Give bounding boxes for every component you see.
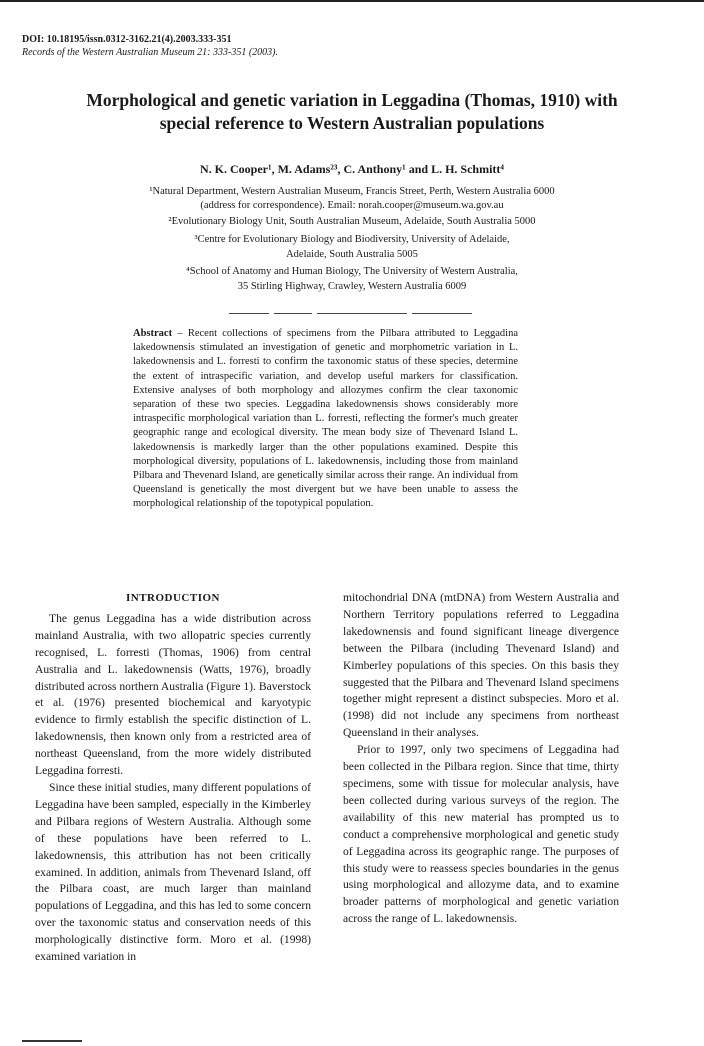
affiliation-2: ²Evolutionary Biology Unit, South Australian Museum, Adelaide, South Australia 5000	[168, 216, 536, 227]
doi-line: DOI: 10.18195/issn.0312-3162.21(4).2003.333-351	[22, 34, 232, 45]
top-rule	[0, 0, 704, 2]
article-title	[30, 89, 674, 135]
right-column	[343, 590, 619, 928]
separator-rule	[317, 313, 407, 314]
affiliation-4b: 35 Stirling Highway, Crawley, Western Australia 6009	[237, 281, 467, 292]
intro-paragraph-3: mitochondrial DNA (mtDNA) from Western Australia and Northern Territory populations referred to Leggadina lakedownensis and found significant lineage divergence between the Pilbara (including Thevenard Island) and Kimberley populations of this species. On this basis they suggested that the Pilbara and Thevenard Island specimens together might represent a distinct subspecies. Moro et al. (1998) did not include any specimens from northeast Queensland in their analyses.	[343, 591, 619, 740]
affiliation-1a: ¹Natural Department, Western Australian Museum, Francis Street, Perth, Western Australia 6000	[149, 186, 555, 197]
journal-header	[22, 33, 278, 59]
affiliation-3a: ³Centre for Evolutionary Biology and Biodiversity, University of Adelaide,	[194, 234, 510, 245]
intro-paragraph-1: The genus Leggadina has a wide distribution across mainland Australia, with two allopatric species currently recognised, L. forresti (Thomas, 1906) from central Australia and L. lakedownensis (Watts, 1976), broadly distributed across northern Australia (Figure 1). Baverstock et al. (1976) presented biochemical and karyotypic evidence to firmly establish the specific distinction of L. lakedownensis, then known only from a restricted area of northeast Queensland, from the more widely distributed Leggadina forresti.	[35, 611, 311, 778]
title-line-2: special reference to Western Australian populations	[159, 113, 545, 133]
left-column	[35, 590, 311, 966]
author-list: N. K. Cooper¹, M. Adams²³, C. Anthony¹ and L. H. Schmitt⁴	[199, 162, 505, 176]
abstract-text: – Recent collections of specimens from the Pilbara attributed to Leggadina lakedownensis stimulated an investigation of genetic and morphometric variation in L. lakedownensis and L. forresti to confirm the taxonomic status of these species, determine the extent of intraspecific variation, and develop useful markers for classification. Extensive analyses of both morphology and allozymes confirm the clear taxonomic separation of these two species. Leggadina lakedownensis shows considerably more intraspecific morphological variation than L. forresti, reflecting the former's much greater geographic range and ecological diversity. The mean body size of Thevenard Island L. lakedownensis is markedly larger than the other populations examined. Despite this morphological diversity, populations of L. lakedownensis, including those from mainland Pilbara and Thevenard Island, are genetically similar across their range. An individual from Queensland is genetically the most divergent but we have been unable to assess the morphological relationship of the topotypical population.	[133, 328, 518, 510]
abstract-label: Abstract	[133, 328, 173, 339]
intro-paragraph-4: Prior to 1997, only two specimens of Leggadina had been collected in the Pilbara region. Since that time, thirty specimens, some with tissue for molecular analysis, have been collected during various surveys of the region. The availability of this new material has prompted us to conduct a comprehensive morphological and genetic study of Leggadina across its geographic range. The purposes of this study were to reassess species boundaries in the genus using morphological and allozyme data, and to examine broader patterns of morphological and genetic variation across the range of L. lakedownensis.	[343, 743, 619, 926]
abstract	[133, 327, 518, 512]
affiliation-4a: ⁴School of Anatomy and Human Biology, The University of Western Australia,	[186, 266, 518, 277]
footer-rule	[22, 1040, 82, 1042]
citation-line: Records of the Western Australian Museum 21: 333-351 (2003).	[22, 47, 278, 58]
affiliation-1b: (address for correspondence). Email: norah.cooper@museum.wa.gov.au	[200, 200, 504, 211]
separator-rule	[229, 313, 269, 314]
intro-paragraph-2: Since these initial studies, many different populations of Leggadina have been sampled, especially in the Kimberley and Pilbara regions of Western Australia. Although some of these populations have been referred to L. lakedownensis, this attribution has not been critically examined. In addition, animals from Thevenard Island, off the Pilbara coast, are much larger than mainland populations of Leggadina, and this has led to some concern over the taxonomic status and conservation needs of this morphologically distinctive form. Moro et al. (1998) examined variation in	[35, 780, 311, 964]
separator-rule	[274, 313, 312, 314]
separator-rule	[412, 313, 472, 314]
intro-heading: INTRODUCTION	[125, 592, 220, 604]
title-line-1: Morphological and genetic variation in Leggadina (Thomas, 1910) with	[86, 90, 618, 110]
affiliation-3b: Adelaide, South Australia 5005	[286, 249, 418, 260]
